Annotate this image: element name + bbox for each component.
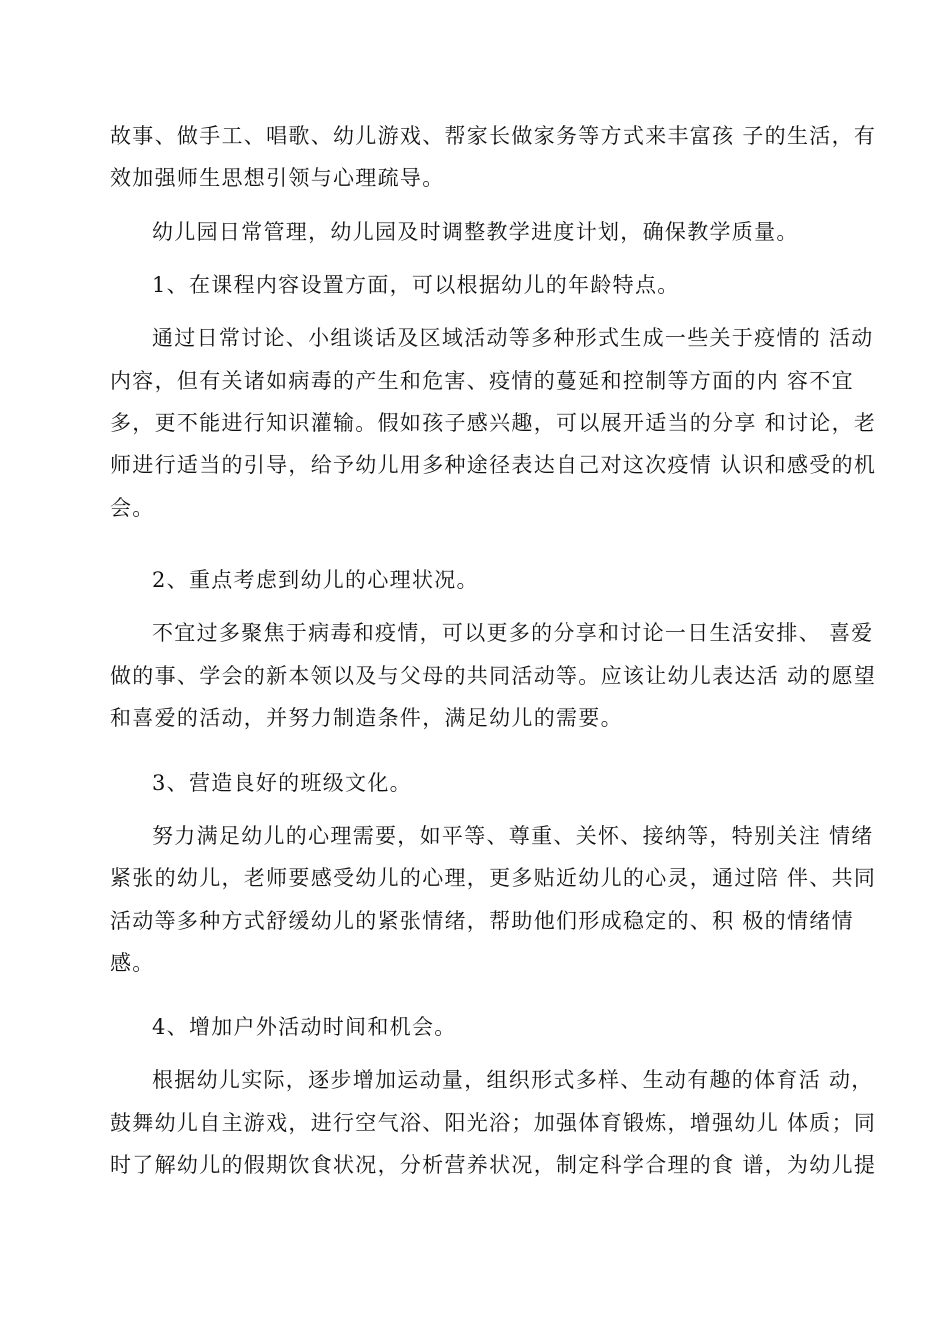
text-line: 和喜爱的活动，并努力制造条件，满足幼儿的需要。: [110, 706, 623, 730]
text-line: 效加强师生思想引领与心理疏导。: [110, 166, 445, 190]
text-line: 根据幼儿实际，逐步增加运动量，组织形式多样、生动有趣的体育活 动，: [152, 1068, 874, 1092]
text-line: 幼儿园日常管理，幼儿园及时调整教学进度计划，确保教学质量。: [152, 220, 799, 244]
text-line: 做的事、学会的新本领以及与父母的共同活动等。应该让幼儿表达活 动的愿望: [110, 664, 877, 688]
text-line: 内容，但有关诸如病毒的产生和危害、疫情的蔓延和控制等方面的内 容不宜: [110, 369, 854, 393]
text-line: 感。: [110, 951, 155, 975]
text-line: 师进行适当的引导，给予幼儿用多种途径表达自己对这次疫情 认识和感受的机: [110, 453, 877, 477]
text-line: 时了解幼儿的假期饮食状况，分析营养状况，制定科学合理的食 谱，为幼儿提: [110, 1153, 877, 1177]
text-line: 努力满足幼儿的心理需要，如平等、尊重、关怀、接纳等，特别关注 情绪: [152, 824, 874, 848]
section-heading-4: 4、增加户外活动时间和机会。: [152, 1015, 457, 1039]
text-line: 紧张的幼儿，老师要感受幼儿的心理，更多贴近幼儿的心灵，通过陪 伴、共同: [110, 866, 877, 890]
text-line: 活动等多种方式舒缓幼儿的紧张情绪，帮助他们形成稳定的、积 极的情绪情: [110, 909, 854, 933]
text-line: 多，更不能进行知识灌输。假如孩子感兴趣，可以展开适当的分享 和讨论，老: [110, 411, 877, 435]
section-heading-1: 1、在课程内容设置方面，可以根据幼儿的年龄特点。: [152, 273, 680, 297]
text-line: 不宜过多聚焦于病毒和疫情，可以更多的分享和讨论一日生活安排、 喜爱: [152, 621, 874, 645]
text-line: 故事、做手工、唱歌、幼儿游戏、帮家长做家务等方式来丰富孩 子的生活，有: [110, 124, 877, 148]
text-line: 鼓舞幼儿自主游戏，进行空气浴、阳光浴；加强体育锻炼，增强幼儿 体质；同: [110, 1111, 877, 1135]
text-line: 会。: [110, 496, 155, 520]
text-line: 通过日常讨论、小组谈话及区域活动等多种形式生成一些关于疫情的 活动: [152, 326, 874, 350]
section-heading-3: 3、营造良好的班级文化。: [152, 771, 412, 795]
section-heading-2: 2、重点考虑到幼儿的心理状况。: [152, 568, 479, 592]
